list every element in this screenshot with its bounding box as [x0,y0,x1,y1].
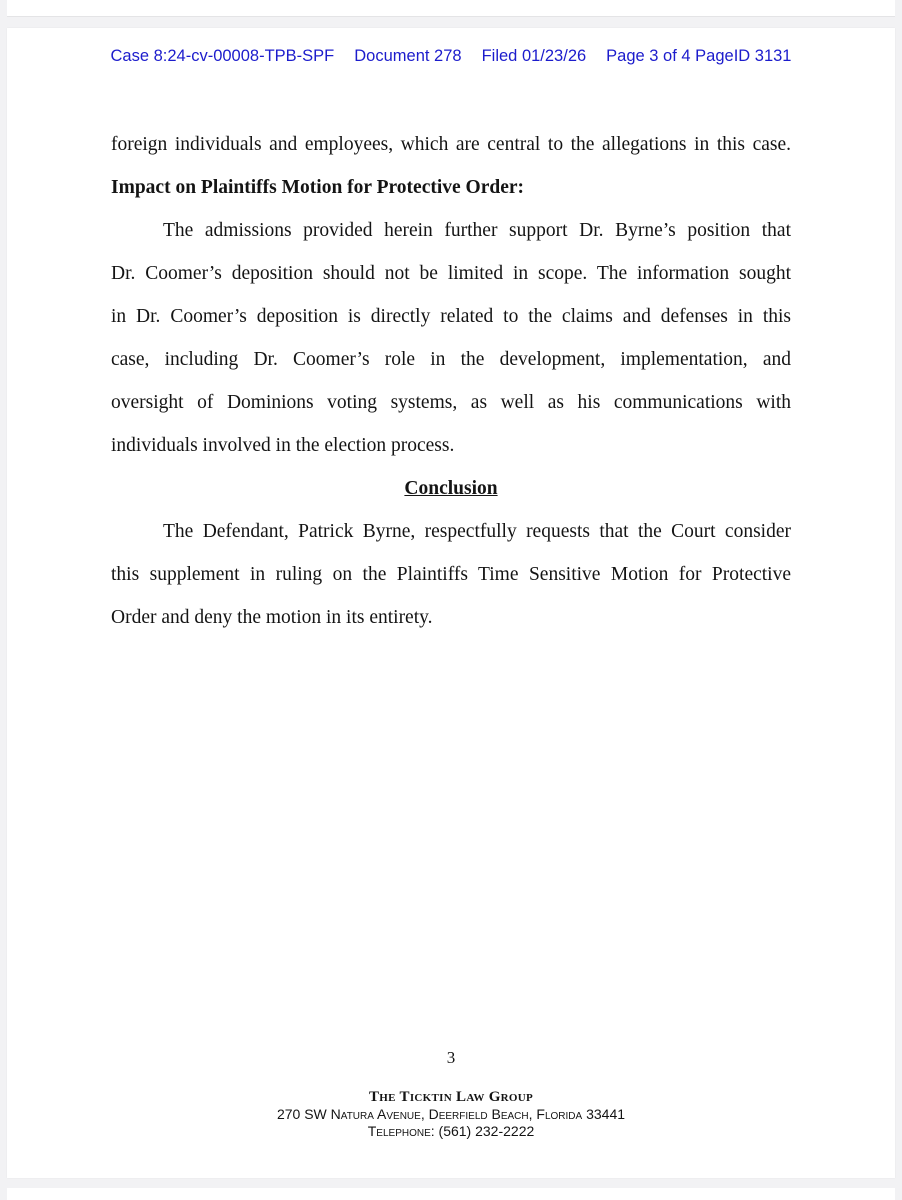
previous-page-edge [7,0,895,17]
letterhead-footer [7,1088,895,1140]
body-line: case, including Dr. Coomer’s role in the development, implementation, and [111,349,791,370]
firm-address: 270 SW Natura Avenue, Deerfield Beach, Florida 33441 [276,1106,626,1122]
document-number: Document 278 [354,47,462,65]
body-line: oversight of Dominions voting systems, as well as his communications with [111,392,791,413]
page-id: Page 3 of 4 PageID 3131 [606,47,792,65]
body-line: The admissions provided herein further support Dr. Byrne’s position that [163,220,791,241]
page-number: 3 [446,1048,456,1067]
document-page [7,28,895,1178]
section-heading-conclusion: Conclusion [404,478,498,499]
filed-date: Filed 01/23/26 [481,47,587,65]
body-line: this supplement in ruling on the Plaintiffs Time Sensitive Motion for Protective [111,564,791,585]
body-line: Dr. Coomer’s deposition should not be limited in scope. The information sought [111,263,791,284]
body-line: The Defendant, Patrick Byrne, respectfully requests that the Court consider [163,521,791,542]
next-page-edge [7,1188,895,1200]
body-line: Order and deny the motion in its entirety. [111,607,433,628]
ecf-header [7,47,895,66]
body-line: individuals involved in the election process. [111,435,455,456]
firm-telephone: Telephone: (561) 232-2222 [367,1123,535,1139]
case-number: Case 8:24-cv-00008-TPB-SPF [110,47,335,65]
document-body [111,123,791,639]
section-heading-impact: Impact on Plaintiffs Motion for Protective Order: [111,177,525,198]
body-line: in Dr. Coomer’s deposition is directly related to the claims and defenses in this [111,306,791,327]
firm-name: The Ticktin Law Group [368,1089,534,1105]
body-line: foreign individuals and employees, which are central to the allegations in this case. [111,134,791,155]
